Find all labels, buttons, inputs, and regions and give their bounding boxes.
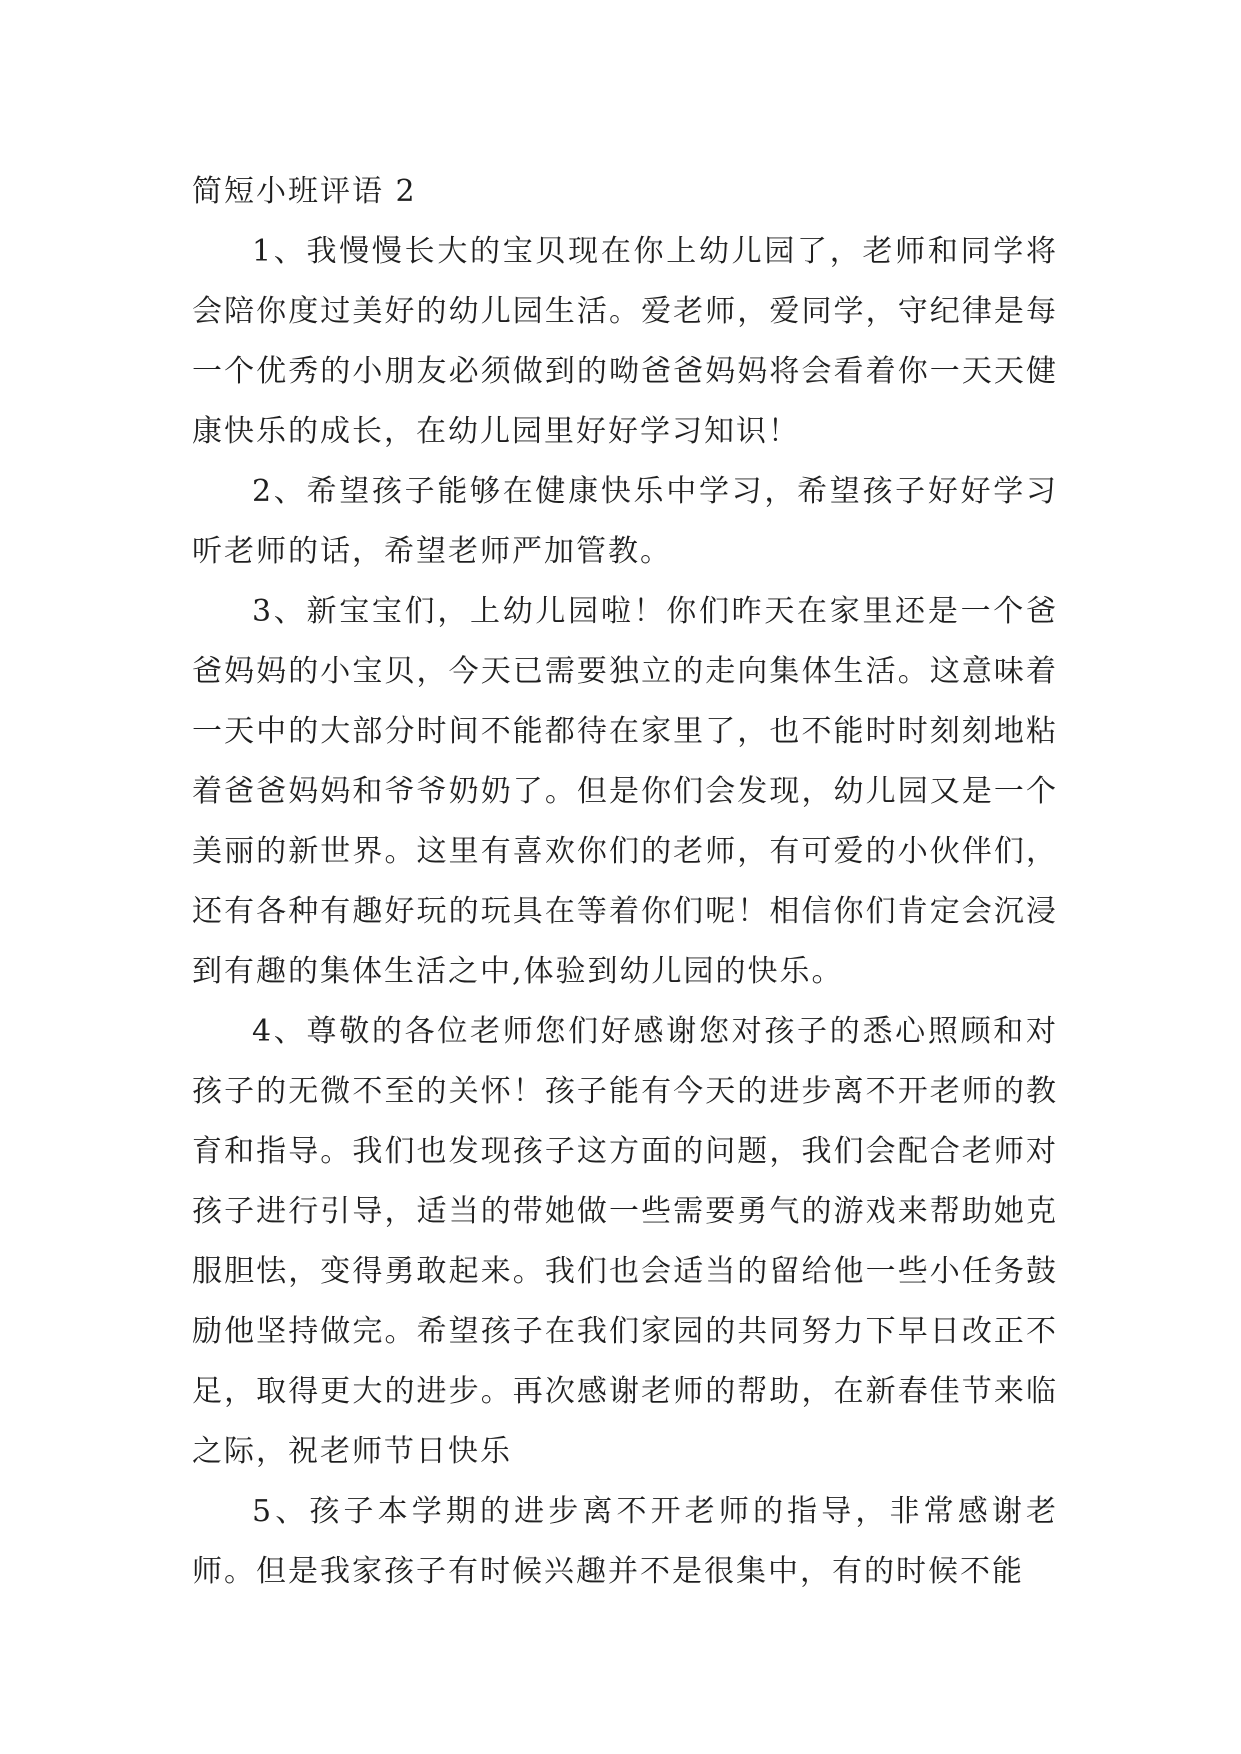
paragraph-3: 3、新宝宝们，上幼儿园啦！你们昨天在家里还是一个爸爸妈妈的小宝贝，今天已需要独立的走向集体生活。这意味着一天中的大部分时间不能都待在家里了，也不能时时刻刻地粘着爸爸妈妈和爷爷奶奶了。但是你们会发现，幼儿园又是一个美丽的新世界。这里有喜欢你们的老师，有可爱的小伙伴们，还有各种有趣好玩的玩具在等着你们呢！相信你们肯定会沉浸到有趣的集体生活之中,体验到幼儿园的快乐。 <box>192 594 1058 989</box>
paragraph-1: 1、我慢慢长大的宝贝现在你上幼儿园了，老师和同学将会陪你度过美好的幼儿园生活。爱老师，爱同学，守纪律是每一个优秀的小朋友必须做到的呦爸爸妈妈将会看着你一天天健康快乐的成长，在幼儿园里好好学习知识！ <box>192 234 1058 449</box>
paragraph-2: 2、希望孩子能够在健康快乐中学习，希望孩子好好学习听老师的话，希望老师严加管教。 <box>192 474 1058 569</box>
paragraph-5: 5、孩子本学期的进步离不开老师的指导，非常感谢老师。但是我家孩子有时候兴趣并不是很集中，有的时候不能 <box>192 1494 1058 1589</box>
document-title: 简短小班评语 2 <box>192 174 417 209</box>
paragraph-4: 4、尊敬的各位老师您们好感谢您对孩子的悉心照顾和对孩子的无微不至的关怀！孩子能有今天的进步离不开老师的教育和指导。我们也发现孩子这方面的问题，我们会配合老师对孩子进行引导，适当的带她做一些需要勇气的游戏来帮助她克服胆怯，变得勇敢起来。我们也会适当的留给他一些小任务鼓励他坚持做完。希望孩子在我们家园的共同努力下早日改正不足，取得更大的进步。再次感谢老师的帮助，在新春佳节来临之际，祝老师节日快乐 <box>192 1014 1058 1469</box>
document-page <box>192 162 1058 1602</box>
